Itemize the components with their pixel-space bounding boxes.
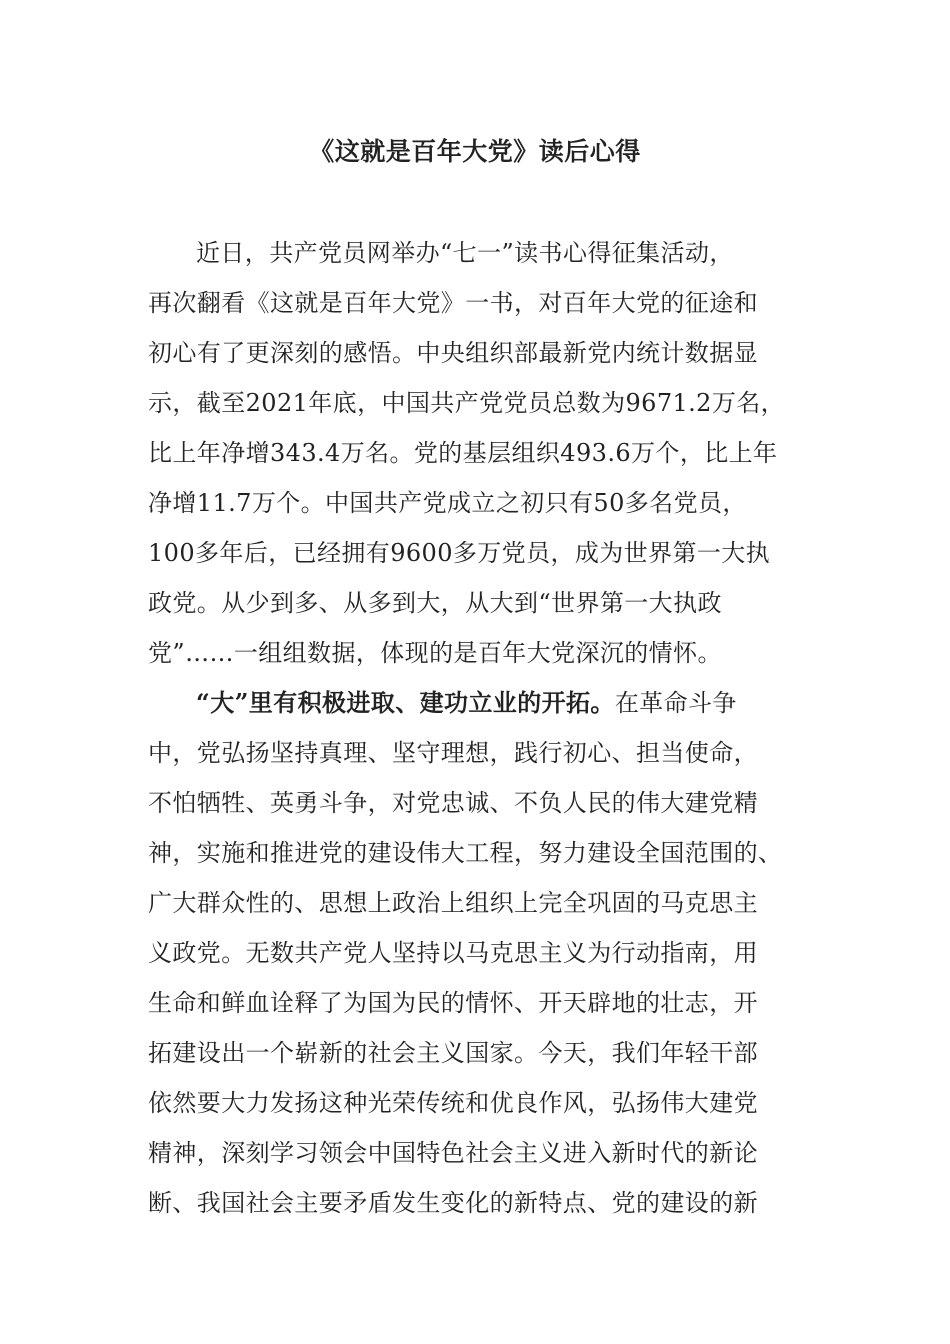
paragraph-line: 初心有了更深刻的感悟。中央组织部最新党内统计数据显 bbox=[148, 339, 758, 367]
paragraph-1 bbox=[148, 228, 808, 678]
paragraph-line: 不怕牺牲、英勇斗争，对党忠诚、不负人民的伟大建党精 bbox=[148, 789, 758, 817]
paragraph-line: 100多年后，已经拥有9600多万党员，成为世界第一大执 bbox=[148, 539, 771, 567]
document-title: 《这就是百年大党》读后心得 bbox=[309, 137, 641, 166]
paragraph-2 bbox=[148, 678, 808, 1228]
paragraph-heading: “大”里有积极进取、建功立业的开拓。 bbox=[196, 688, 615, 717]
paragraph-line: 依然要大力发扬这种光荣传统和优良作风，弘扬伟大建党 bbox=[148, 1089, 758, 1117]
paragraph-line: 净增11.7万个。中国共产党成立之初只有50多名党员， bbox=[148, 489, 747, 517]
paragraph-line: 政党。从少到多、从多到大，从大到“世界第一大执政 bbox=[148, 589, 722, 617]
paragraph-lead-line bbox=[148, 678, 808, 728]
paragraph-line: 精神，深刻学习领会中国特色社会主义进入新时代的新论 bbox=[148, 1139, 758, 1167]
document-body bbox=[148, 228, 808, 1228]
paragraph-line: 再次翻看《这就是百年大党》一书，对百年大党的征途和 bbox=[148, 289, 758, 317]
paragraph-line: 近日，共产党员网举办“七一”读书心得征集活动， bbox=[196, 239, 734, 267]
paragraph-line: 示，截至2021年底，中国共产党党员总数为9671.2万名， bbox=[148, 389, 786, 417]
paragraph-line: 断、我国社会主要矛盾发生变化的新特点、党的建设的新 bbox=[148, 1189, 758, 1217]
paragraph-line: 中，党弘扬坚持真理、坚守理想，践行初心、担当使命， bbox=[148, 739, 758, 767]
paragraph-line: 生命和鲜血诠释了为国为民的情怀、开天辟地的壮志，开 bbox=[148, 989, 758, 1017]
paragraph-lead-text: 在革命斗争 bbox=[614, 689, 737, 717]
paragraph-line: 广大群众性的、思想上政治上组织上完全巩固的马克思主 bbox=[148, 889, 758, 917]
paragraph-line: 神，实施和推进党的建设伟大工程，努力建设全国范围的、 bbox=[148, 839, 783, 867]
paragraph-line: 义政党。无数共产党人坚持以马克思主义为行动指南，用 bbox=[148, 939, 758, 967]
paragraph-line: 拓建设出一个崭新的社会主义国家。今天，我们年轻干部 bbox=[148, 1039, 758, 1067]
paragraph-line: 比上年净增343.4万名。党的基层组织493.6万个，比上年 bbox=[148, 439, 778, 467]
paragraph-line: 党”……一组组数据，体现的是百年大党深沉的情怀。 bbox=[148, 639, 722, 667]
